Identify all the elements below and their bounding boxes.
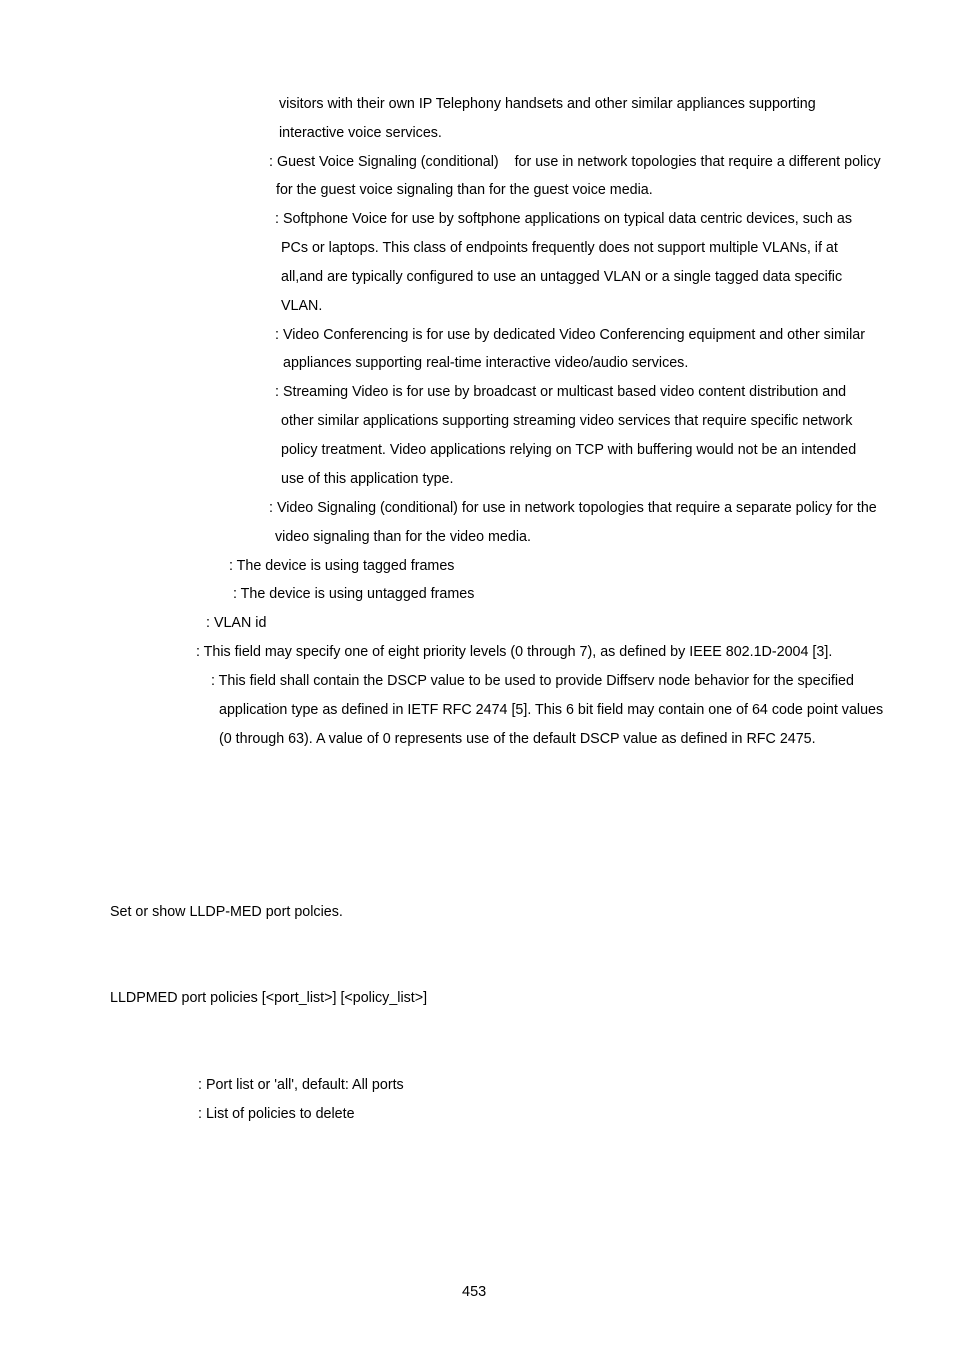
- body-line: : This field may specify one of eight priority levels (0 through 7), as defined by IEEE 802.1D-2004 [3].: [196, 644, 833, 660]
- body-line: use of this application type.: [281, 471, 454, 487]
- body-line: : The device is using tagged frames: [229, 558, 455, 574]
- body-line: : Streaming Video is for use by broadcast or multicast based video content distribution and: [275, 384, 847, 400]
- parameter-line: : Port list or 'all', default: All ports: [198, 1077, 404, 1093]
- command-description: Set or show LLDP-MED port polcies.: [110, 904, 343, 920]
- body-line: interactive voice services.: [279, 125, 442, 141]
- body-line: : Video Conferencing is for use by dedicated Video Conferencing equipment and other similar: [275, 327, 865, 343]
- parameter-line: : List of policies to delete: [198, 1106, 355, 1122]
- body-line: : This field shall contain the DSCP value to be used to provide Diffserv node behavior for the specified: [211, 673, 854, 689]
- body-line: all,and are typically configured to use an untagged VLAN or a single tagged data specific: [281, 269, 843, 285]
- body-line: appliances supporting real-time interactive video/audio services.: [283, 355, 689, 371]
- body-line: policy treatment. Video applications relying on TCP with buffering would not be an intended: [281, 442, 857, 458]
- body-line: VLAN.: [281, 298, 323, 314]
- body-line: (0 through 63). A value of 0 represents use of the default DSCP value as defined in RFC 2475.: [219, 731, 816, 747]
- body-line: video signaling than for the video media.: [275, 529, 531, 545]
- command-syntax: LLDPMED port policies [<port_list>] [<policy_list>]: [110, 990, 428, 1006]
- body-line: PCs or laptops. This class of endpoints frequently does not support multiple VLANs, if at: [281, 240, 838, 256]
- page-number: 453: [462, 1284, 487, 1300]
- body-line: : VLAN id: [206, 615, 267, 631]
- body-line: visitors with their own IP Telephony handsets and other similar appliances supporting: [279, 96, 816, 112]
- body-line: : Video Signaling (conditional) for use in network topologies that require a separate policy for the: [269, 500, 877, 516]
- body-line: for the guest voice signaling than for the guest voice media.: [276, 182, 653, 198]
- body-line: : The device is using untagged frames: [233, 586, 475, 602]
- body-line: other similar applications supporting streaming video services that require specific network: [281, 413, 853, 429]
- body-line: application type as defined in IETF RFC 2474 [5]. This 6 bit field may contain one of 64 code point values: [219, 702, 884, 718]
- body-line: : Softphone Voice for use by softphone applications on typical data centric devices, such as: [275, 211, 852, 227]
- body-line: : Guest Voice Signaling (conditional) for use in network topologies that require a different policy: [269, 154, 881, 170]
